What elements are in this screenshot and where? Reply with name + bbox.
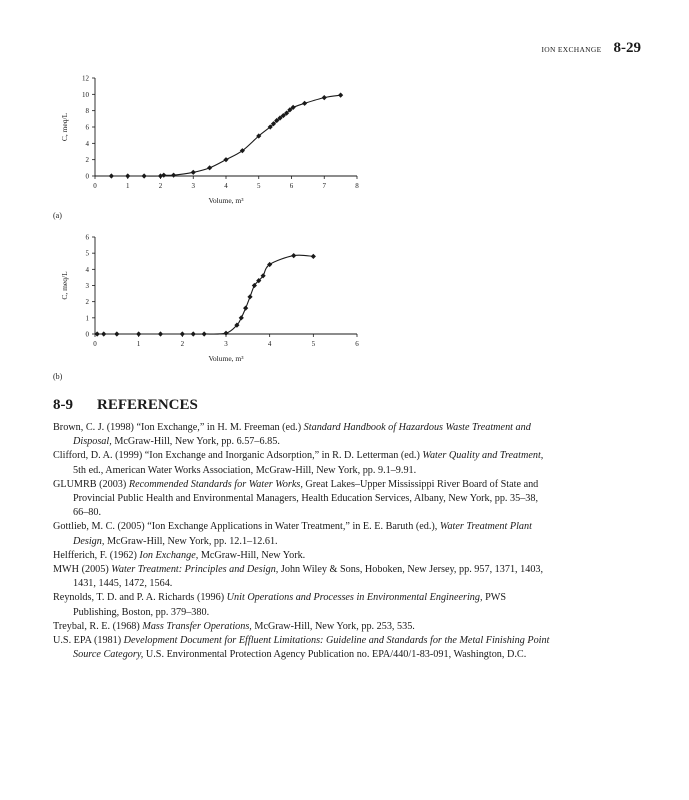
data-point <box>109 173 114 178</box>
x-tick-label: 3 <box>191 182 195 190</box>
x-tick-label: 7 <box>322 182 326 190</box>
reference-pre: GLUMRB (2003) <box>53 478 129 490</box>
reference-pre: Brown, C. J. (1998) “Ion Exchange,” in H. M. Freeman (ed.) <box>53 422 304 433</box>
reference-post: 5th ed., American Water Works Association, McGraw-Hill, New York, pp. 9.1–9.91. <box>73 464 417 476</box>
data-point <box>125 173 130 178</box>
y-tick-label: 6 <box>85 123 89 132</box>
x-tick-label: 1 <box>126 182 130 190</box>
reference-post: PWS Publishing, Boston, pp. 379–380. <box>73 592 507 618</box>
reference-pre: Reynolds, T. D. and P. A. Richards (1996) <box>53 592 227 604</box>
reference-post: McGraw-Hill, New York. <box>198 549 306 561</box>
data-point <box>239 315 244 320</box>
reference-entry <box>53 620 553 634</box>
y-tick-label: 8 <box>85 107 89 116</box>
panel-label-a: (a) <box>53 211 62 220</box>
x-tick-label: 2 <box>180 340 185 348</box>
x-tick-label: 5 <box>311 340 316 348</box>
reference-ital: Mass Transfer Operations, <box>142 620 252 632</box>
reference-post: McGraw-Hill, New York, pp. 253, 535. <box>251 620 415 632</box>
reference-entry <box>53 591 553 619</box>
reference-entry <box>53 478 553 521</box>
reference-post: John Wiley & Sons, Hoboken, New Jersey, pp. 957, 1371, 1403, 1431, 1445, 1472, 1564. <box>73 564 544 590</box>
y-tick-label: 6 <box>85 233 89 242</box>
y-tick-label: 5 <box>85 249 89 258</box>
x-axis-label: Volume, m³ <box>208 196 244 205</box>
page-number: 8-29 <box>613 40 641 56</box>
y-tick-label: 2 <box>85 156 89 165</box>
x-tick-label: 4 <box>224 182 228 190</box>
section-number: 8-9 <box>53 397 73 413</box>
x-tick-label: 1 <box>136 340 141 348</box>
data-point <box>311 254 316 259</box>
chart-panel-a <box>0 70 689 220</box>
x-tick-label: 3 <box>224 340 228 348</box>
reference-post: U.S. Environmental Protection Agency Publication no. EPA/440/1-83-091, Washington, D.C. <box>143 649 527 661</box>
data-point <box>101 331 106 336</box>
data-point <box>223 157 228 162</box>
reference-pre: U.S. EPA (1981) <box>53 635 124 647</box>
y-tick-label: 1 <box>85 314 89 323</box>
panel-label-b: (b) <box>53 372 63 381</box>
reference-post: McGraw-Hill, New York, pp. 6.57–6.85. <box>111 436 280 448</box>
data-point <box>191 331 196 336</box>
reference-pre: Treybal, R. E. (1968) <box>53 620 143 632</box>
y-tick-label: 4 <box>85 265 89 274</box>
reference-entry <box>53 421 553 449</box>
y-tick-label: 3 <box>85 282 89 290</box>
reference-ital: Water Treatment Plant Design, <box>73 521 532 547</box>
reference-pre: Helfferich, F. (1962) <box>53 549 140 561</box>
reference-pre: Clifford, D. A. (1999) “Ion Exchange and Inorganic Adsorption,” in R. D. Letterman (ed.) <box>53 450 423 462</box>
x-tick-label: 6 <box>355 340 359 348</box>
reference-entry <box>53 520 553 548</box>
y-tick-label: 12 <box>82 74 89 83</box>
x-tick-label: 2 <box>158 182 163 190</box>
chart-panel-b <box>0 228 689 378</box>
data-point <box>136 331 141 336</box>
data-point <box>180 331 185 336</box>
reference-ital: Standard Handbook of Hazardous Waste Treatment and Disposal, <box>73 422 531 448</box>
x-tick-label: 6 <box>289 182 294 190</box>
reference-entry <box>53 563 553 591</box>
references-list <box>53 421 553 662</box>
data-point <box>247 294 252 299</box>
data-point <box>142 173 147 178</box>
data-point <box>158 331 163 336</box>
x-axis-label: Volume, m³ <box>208 354 244 363</box>
data-point <box>191 170 196 175</box>
reference-ital: Unit Operations and Processes in Environmental Engineering, <box>226 592 483 604</box>
y-tick-label: 10 <box>82 90 89 99</box>
data-point <box>322 95 327 100</box>
y-tick-label: 2 <box>85 298 89 307</box>
x-tick-label: 0 <box>93 182 97 190</box>
data-point <box>171 173 176 178</box>
x-tick-label: 5 <box>257 182 261 190</box>
reference-post: Great Lakes–Upper Mississippi River Board of State and Provincial Public Health and Environmental Managers, Health Education Services, Albany, New York, pp. 35–38, 66–80. <box>73 478 539 519</box>
reference-pre: MWH (2005) <box>53 564 112 576</box>
data-point <box>302 101 307 106</box>
reference-post: McGraw-Hill, New York, pp. 12.1–12.61. <box>104 535 278 547</box>
data-point <box>223 331 228 336</box>
y-tick-label: 0 <box>85 330 89 339</box>
data-point <box>243 306 248 311</box>
running-head-section: ION EXCHANGE <box>541 45 602 54</box>
x-tick-label: 4 <box>267 340 272 348</box>
y-axis-label: C, meq/L <box>60 271 69 300</box>
data-point <box>338 93 343 98</box>
references-heading <box>53 397 198 414</box>
section-title: REFERENCES <box>97 397 198 413</box>
reference-ital: Water Treatment: Principles and Design, <box>111 564 279 576</box>
series-line <box>111 95 340 176</box>
x-tick-label: 8 <box>355 182 359 190</box>
reference-entry <box>53 549 553 563</box>
data-point <box>207 165 212 170</box>
y-tick-label: 0 <box>85 172 89 181</box>
reference-ital: Ion Exchange, <box>139 549 199 561</box>
data-point <box>114 331 119 336</box>
x-tick-label: 0 <box>93 340 97 348</box>
reference-ital: Development Document for Effluent Limitations: Guideline and Standards for the Metal Finishing Point Source Category, <box>73 635 550 661</box>
y-axis-label: C, meq/L <box>60 112 69 142</box>
reference-ital: Water Quality and Treatment, <box>422 450 544 462</box>
data-point <box>291 253 296 258</box>
running-head <box>541 40 641 57</box>
reference-entry <box>53 449 553 477</box>
reference-entry <box>53 634 553 662</box>
data-point <box>202 331 207 336</box>
reference-pre: Gottlieb, M. C. (2005) “Ion Exchange Applications in Water Treatment,” in E. E. Baruth (ed.), <box>53 521 440 533</box>
series-line <box>97 255 313 334</box>
reference-ital: Recommended Standards for Water Works, <box>128 478 303 490</box>
y-tick-label: 4 <box>85 139 89 148</box>
